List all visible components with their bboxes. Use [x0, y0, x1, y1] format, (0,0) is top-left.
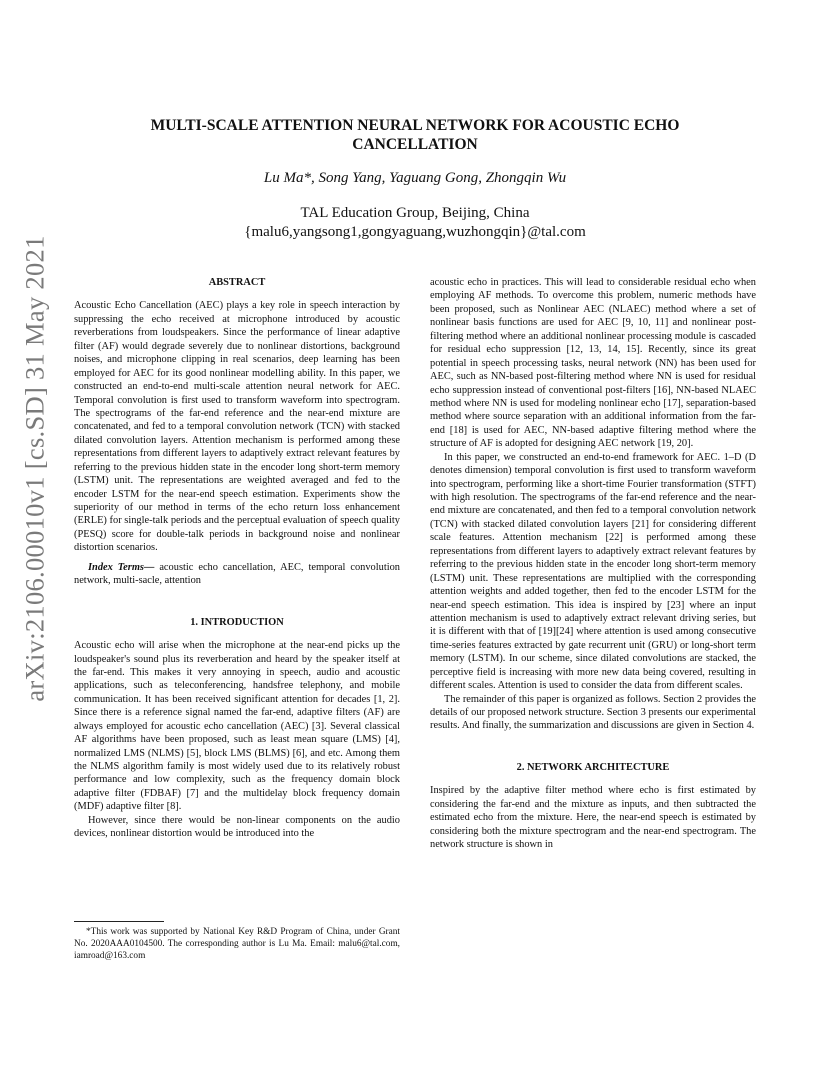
- intro-paragraph-2: However, since there would be non-linear components on the audio devices, nonlinear distortion would be introduced into the: [74, 814, 400, 840]
- introduction-heading: 1. INTRODUCTION: [190, 616, 284, 628]
- footnote-rule: [74, 921, 164, 922]
- author-list: Lu Ma*, Song Yang, Yaguang Gong, Zhongqin Wu: [263, 170, 567, 186]
- footnote-text: *This work was supported by National Key R&D Program of China, under Grant No. 2020AAA0104500. The corresponding author is Lu Ma. Email: malu6@tal.com, iamroad@163.com: [74, 927, 400, 961]
- paper-title: MULTI-SCALE ATTENTION NEURAL NETWORK FOR ACOUSTIC ECHO CANCELLATION: [150, 117, 680, 153]
- affiliation: TAL Education Group, Beijing, China: [300, 205, 530, 221]
- affiliation-block: [110, 204, 720, 242]
- network-architecture-heading: 2. NETWORK ARCHITECTURE: [516, 761, 670, 773]
- intro-paragraph-1: Acoustic echo will arise when the microphone at the near-end picks up the loudspeaker's sound plus its reverberation and heard by the speaker itself at the far-end. This makes it very annoying in speech, audio and acoustic applications, such as teleconferencing, handsfree telephony, and mobile communication. It has been received significant attention for decades [1, 2]. Since there is a reference signal named the far-end, adaptive filters (AF) are always employed for acoustic echo cancellation (AEC) [3]. Several classical AF algorithms have been proposed, such as least mean square (LMS) [4], normalized LMS (NLMS) [5], block LMS (BLMS) [6], and etc. Among them the NLMS algorithm family is most widely used due to its relatively robust performance and low complexity, such as the frequency domain block adaptive filter (FDBAF) [7] and the multidelay block frequency domain (MDF) adaptive filter [8].: [74, 640, 400, 813]
- abstract-heading: ABSTRACT: [208, 277, 266, 288]
- footnote: [74, 921, 400, 962]
- right-column: [430, 276, 756, 852]
- index-terms-text: acoustic echo cancellation, AEC, temporal convolution network, multi-sacle, attention: [74, 561, 400, 587]
- author-emails: {malu6,yangsong1,gongyaguang,wuzhongqin}@tal.com: [244, 224, 586, 240]
- index-terms-label: Index Terms—: [88, 561, 155, 573]
- right-paragraph-1: acoustic echo in practices. This will lead to considerable residual echo when employing AF methods. To overcome this problem, numeric methods have been proposed, such as Nonlinear AEC (NLAEC) method where a set of nonlinear basis functions are used for AEC [9, 10, 11] and nonlinear post-filtering method where an additional nonlinear processing module is cascaded for residual echo suppression [12, 13, 14, 15]. Recently, since its great potential in speech processing tasks, neural network (NN) has been used for AEC, such as NN-based post-filtering method where NN is used for residual echo suppression instead of conventional post-filters [16], NN-based NLAEC method where NN is used for modeling nonlinear echo [17], separation-based method where source separation with an additional information from the far-end [18] is used for AEC, NN-based adaptive filtering method where the structure of AF is adopted for designing AEC network [19, 20].: [430, 277, 756, 450]
- right-paragraph-2: In this paper, we constructed an end-to-end framework for AEC. 1–D (D denotes dimension) temporal convolution is first used to transform waveform into spectrogram, performing like a short-time Fourier transformation (STFT) with high resolution. The spectrograms of the far-end reference and the near-end mixture are concatenated, and then fed to a temporal convolution network (TCN) with stacked dilated convolution layers [21] for considering different scale features. Attention mechanism [22] is performed among these representations from different layers to adaptively extract relevant features by referring to the previous hidden state in the encoder long short-term memory (LSTM) unit. These representations are multiplied with the corresponding attention weights and added together, then fed to the encoder LSTM for the near-end speech estimation. This idea is inspired by [23] where an input attention mechanism is used to adaptively extract relevant driving series, but it is different with that of [19][24] where attention is used among consecutive time-series features extracted by gate recurrent unit (GRU) or long-short term memory (LSTM). In our scheme, since dilated convolutions are stacked, the perceptive field is increasing with more new data being covered, resulting in different scales. Attention is used to consider the data from different scales.: [430, 451, 756, 692]
- arxiv-identifier[interactable]: arXiv:2106.00010v1 [cs.SD] 31 May 2021: [19, 234, 50, 702]
- left-column: [74, 276, 400, 841]
- arxiv-sidebar: [18, 234, 52, 702]
- index-terms: [74, 561, 400, 588]
- right-paragraph-4: Inspired by the adaptive filter method where echo is first estimated by considering the far-end and the mixture as inputs, and then subtracted the estimated echo from the mixture. Here, the near-end speech is estimated by considering both the mixture spectrogram and the near-end spectrogram. The network structure is shown in: [430, 785, 756, 851]
- abstract-text: Acoustic Echo Cancellation (AEC) plays a key role in speech interaction by suppressing the echo received at microphone introduced by acoustic reverberations from loudspeakers. Since the performance of linear adaptive filter (AF) would degrade severely due to nonlinear distortions, background noises, and microphone clipping in real scenarios, deep learning has been employed for AEC for its good nonlinear modelling ability. In this paper, we constructed an end-to-end multi-scale attention neural network for AEC. Temporal convolution is first used to transform waveform into spectrogram. The spectrograms of the far-end reference and the near-end mixture are concatenated, and fed to a temporal convolution network (TCN) with stacked dilated convolution layers. Attention mechanism is performed among these representations from different layers to adaptively extract relevant features by referring to the previous hidden state in the encoder long short-term memory (LSTM) unit. The representations are weighted averaged and fed to the encoder LSTM for the near-end speech estimation. Experiments show the superiority of our method in terms of the echo return loss enhancement (ERLE) for single-talk periods and the perceptual evaluation of speech quality (PESQ) score for double-talk periods in background noise and nonlinear distortion scenarios.: [74, 300, 400, 554]
- right-paragraph-3: The remainder of this paper is organized as follows. Section 2 provides the details of our proposed network structure. Section 3 presents our experimental results. And finally, the summarization and discussions are given in Section 4.: [430, 693, 756, 732]
